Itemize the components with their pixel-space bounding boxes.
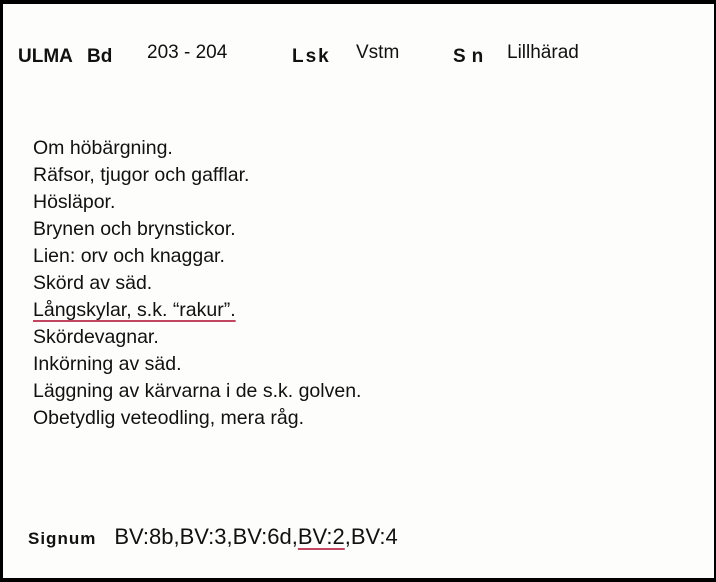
signum-row (28, 524, 398, 550)
topic-line: Skördevagnar. (33, 326, 159, 348)
signum-code: BV:8b (114, 524, 174, 549)
signum-code: BV:6d (232, 524, 292, 549)
parish-label: Sn (453, 46, 490, 67)
volume-label: Bd (87, 46, 113, 67)
signum-label: Signum (28, 529, 97, 548)
signum-separator: , (344, 524, 351, 549)
topic-line: Räfsor, tjugor och gafflar. (33, 164, 250, 186)
signum-code-underlined: BV:2 (297, 524, 345, 549)
topic-line: Hösläpor. (33, 191, 116, 213)
archive-label: ULMA (18, 46, 73, 67)
topic-line: Brynen och brynstickor. (33, 218, 236, 240)
topic-list (33, 136, 361, 433)
county-value: Vstm (356, 42, 400, 63)
county-label: Lsk (292, 46, 331, 67)
topic-line-underlined (33, 298, 361, 325)
signum-separator: , (173, 524, 180, 549)
topic-line: Om höbärgning. (33, 137, 173, 159)
topic-line: Inkörning av säd. (33, 353, 182, 375)
signum-values (114, 524, 397, 549)
signum-code: BV:4 (350, 524, 398, 549)
parish-value: Lillhärad (507, 42, 579, 63)
underlined-text: Långskylar, s.k. “rakur”. (33, 299, 236, 321)
signum-separator: , (291, 524, 298, 549)
topic-line: Obetydlig veteodling, mera råg. (33, 407, 304, 429)
signum-code: BV:3 (179, 524, 227, 549)
volume-value: 203 - 204 (147, 42, 228, 63)
topic-line: Lien: orv och knaggar. (33, 245, 225, 267)
topic-line: Skörd av säd. (33, 272, 153, 294)
signum-separator: , (226, 524, 233, 549)
index-card (3, 4, 714, 578)
topic-line: Läggning av kärvarna i de s.k. golven. (33, 380, 362, 402)
